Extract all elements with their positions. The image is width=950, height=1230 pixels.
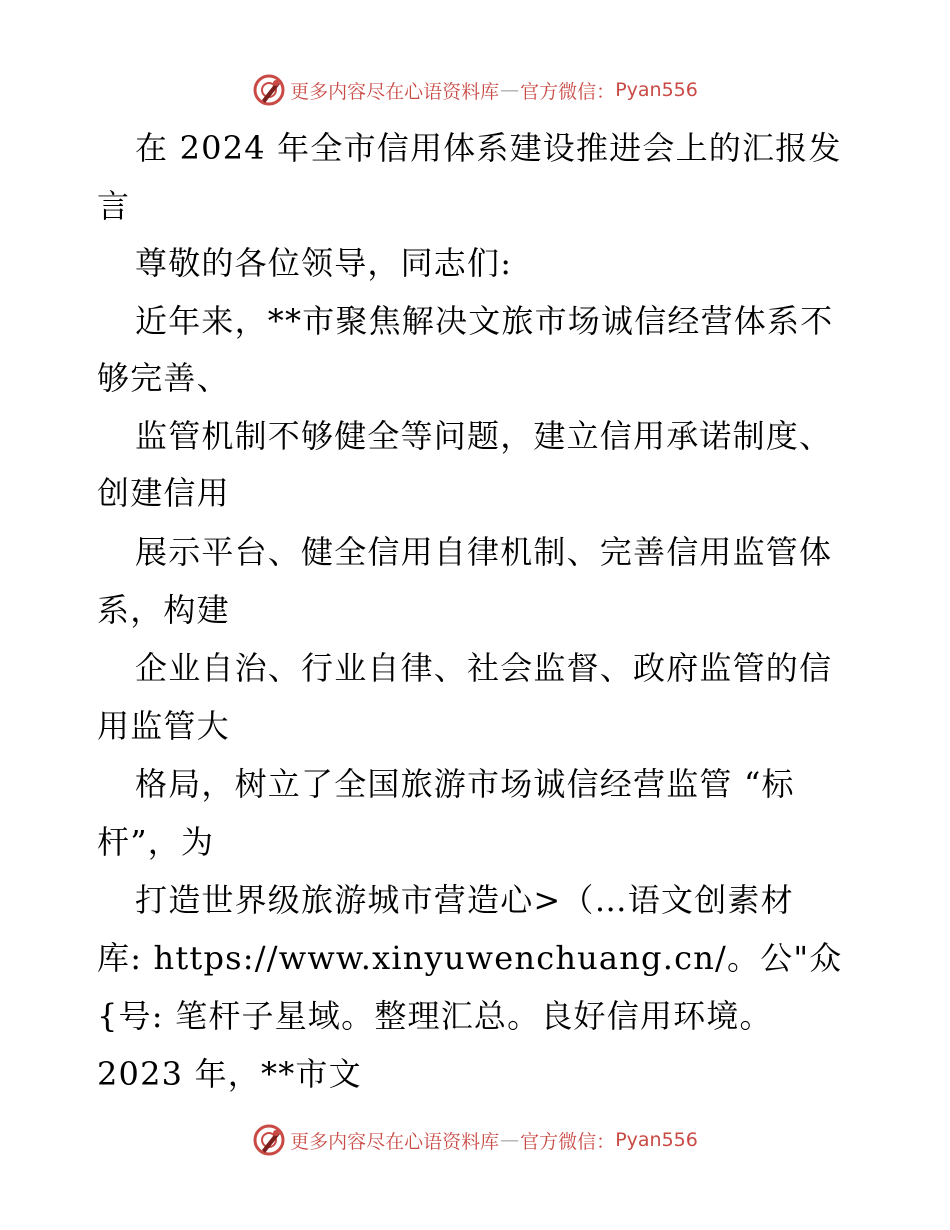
header-watermark [0, 70, 950, 110]
doc-line: {号: 笔杆子星域。整理汇总。良好信用环境。 [97, 997, 773, 1035]
watermark-wechat-id: Pyan556 [615, 1129, 698, 1151]
doc-line: 库: https://www.xinyuwenchuang.cn/。公"众 [97, 939, 843, 977]
doc-line: 打造世界级旅游城市营造心>（…语文创素材 [135, 881, 794, 919]
watermark-brand: 更多内容尽在心语资料库 [290, 80, 500, 103]
watermark-label: 官方微信： [520, 1130, 616, 1153]
watermark-dash: — [500, 1129, 520, 1151]
doc-line: 系，构建 [97, 591, 230, 629]
doc-line: 杆”，为 [97, 823, 215, 861]
doc-line: 用监管大 [97, 707, 230, 745]
doc-line: 够完善、 [97, 359, 230, 397]
doc-line: 近年来，**市聚焦解决文旅市场诚信经营体系不 [135, 302, 834, 340]
watermark-brand: 更多内容尽在心语资料库 [290, 1130, 500, 1153]
footer-watermark [0, 1120, 950, 1160]
doc-salutation: 尊敬的各位领导，同志们: [135, 244, 513, 282]
doc-line: 格局，树立了全国旅游市场诚信经营监管 “标 [135, 765, 795, 803]
doc-line: 监管机制不够健全等问题，建立信用承诺制度、 [135, 417, 833, 455]
doc-line: 创建信用 [97, 474, 230, 512]
watermark-wechat-id: Pyan556 [615, 79, 698, 101]
doc-line: 展示平台、健全信用自律机制、完善信用监管体 [135, 533, 833, 571]
doc-title: 在 2024 年全市信用体系建设推进会上的汇报发 [135, 129, 842, 167]
pen-logo-icon [252, 73, 286, 107]
watermark-label: 官方微信： [520, 80, 616, 103]
doc-title-continued: 言 [97, 187, 131, 225]
doc-line: 2023 年，**市文 [97, 1055, 362, 1093]
doc-line: 企业自治、行业自律、社会监督、政府监管的信 [135, 649, 833, 687]
pen-logo-icon [252, 1123, 286, 1157]
watermark-dash: — [500, 79, 520, 101]
